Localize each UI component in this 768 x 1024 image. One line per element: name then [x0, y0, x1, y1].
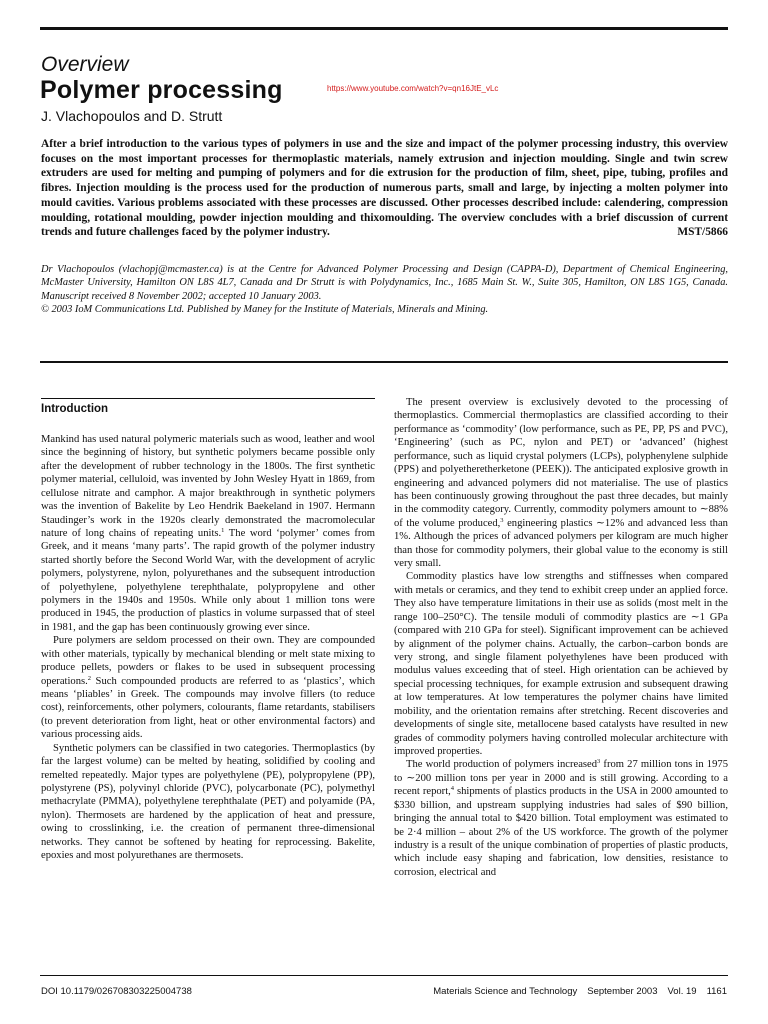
footer-journal: Materials Science and Technology: [433, 986, 578, 997]
paragraph: Mankind has used natural polymeric materials such as wood, leather and wool since the beginning of history, but synthetic polymers became possible only after the development of rubber technology in the 1800s. The first synthetic polymer material, celluloid, was invented by John Wesley Hyatt in 1869, from cellulose nitrate and camphor. A major breakthrough in synthetic polymers was the invention of Bakelite by Leo Hendrik Baekeland in 1907. Hermann Staudinger’s work in the 1920s clearly demonstrated the macromolecular nature of long chains of repeating units.$^1$ The word ‘polymer’ comes from Greek, and it means ‘many parts’. The rapid growth of the polymer industry started shortly before the Second World War, with the development of acrylic polymers, polystyrene, nylon, polyurethanes and the subsequent introduction of polyethylene, polyethylene terephthalate, polypropylene and other polymers in the 1940s and 1950s. While only about 1 million tons were produced in 1945, the production of plastics in volume surpassed that of steel in 1981, and the gap has been continuously growing ever since.: [41, 434, 375, 633]
manuscript-code: MST/5866: [677, 226, 728, 239]
footer-doi: DOI 10.1179/026708303225004738: [41, 986, 192, 997]
paragraph: Commodity plastics have low strengths and stiffnesses when compared with metals or ceramics, and they tend to exhibit creep under an applied force. They also have temperature limitations in their use as solids (most melt in the range 100–250°C). The tensile moduli of commodity plastics are ∼1 GPa (compared with 210 GPa for steel). Significant improvement can be achieved by alignment of the polymer chains. Actually, the carbon–carbon bonds are very strong, and single filament polyethylenes have been produced with modulus values exceeding that of steel. High orientation can be achieved by special processing techniques, for example extrusion and subsequent drawing at low temperatures. At low temperatures the polymer chains have limited mobility, and the orientation remains after stretching. Recent discoveries and developments of single site, metallocene based catalysts have resulted in new grades of commodity polymers having controlled molecular architecture with improved properties.: [394, 571, 728, 757]
paragraph: The world production of polymers increased$^3$ from 27 million tons in 1975 to ∼200 million tons per year in 2000 and is still growing. According to a recent report,$^4$ shipments of plastics products in the USA in 2000 amounted to $330 billion, and upstream supplying industries had sales of $90 billion, bringing the annual total to $420 billion. Total employment was estimated to be 2·4 million – about 2% of the US workforce. The growth of the polymer industry is a result of the unique combination of properties of plastic products, which include easy shaping and fabrication, low densities, resistance to corrosion, electrical and: [394, 758, 728, 878]
article-authors: J. Vlachopoulos and D. Strutt: [41, 108, 223, 124]
left-column: [41, 433, 375, 863]
affiliation-text: Dr Vlachopoulos (vlachopj@mcmaster.ca) is at the Centre for Advanced Polymer Processing and Design (CAPPA-D), Department of Chemical Engineering, McMaster University, Hamilton ON L8S 4L7, Canada and Dr Strutt is with Polydynamics, Inc., 1685 Main St. W., Suite 305, Hamilton, ON L8S 1G5, Canada. Manuscript received 8 November 2002; accepted 10 January 2003.: [41, 264, 728, 302]
article-title: Polymer processing: [40, 76, 283, 104]
video-link[interactable]: https://www.youtube.com/watch?v=qn16JtE_vLc: [327, 84, 499, 93]
copyright-line: © 2003 IoM Communications Ltd. Published by Maney for the Institute of Materials, Minerals and Mining.: [41, 304, 489, 316]
paragraph: The present overview is exclusively devoted to the processing of thermoplastics. Commercial thermoplastics are classified according to their performance as ‘commodity’ (low performance, such as PE, PP, PS and PVC), ‘Engineering’ (such as PC, nylon and PET) or ‘advanced’ (highest performance, such as liquid crystal polymers (LCPs), polyphenylene sulphide (PPS) and polyetheretherketone (PEEK)). The anticipated explosive growth in engineering and advanced polymers did not materialise. The use of plastics has been continuously growing throughout the past three decades, but mainly in the commodity category. Currently, commodity polymers amount to ∼88% of the volume produced,$^3$ engineering plastics ∼12% and advanced less than 1%. Although the prices of advanced polymers per kilogram are much higher than those for commodity polymers, their global value to the economy is still very small.: [394, 397, 728, 570]
article-type-label: Overview: [41, 53, 129, 76]
citation-ref[interactable]: 4: [450, 785, 455, 793]
citation-ref[interactable]: 3: [597, 758, 601, 766]
affiliation-block: [41, 263, 728, 317]
abstract-text: After a brief introduction to the various types of polymers in use and the size and impact of the polymer processing industry, this overview focuses on the most important processes for thermoplastic materials, namely extrusion and injection moulding. Single and twin screw extruders are used for melting and pumping of polymers and for die extrusion for the production of film, sheet, pipe, tubing, profiles and fibres. Injection moulding is the process used for the production of numerous parts, small and large, by injecting a molten polymer into mould cavities. Various problems associated with these processes are discussed. Other processes described include: calendering, compression moulding, rotational moulding, powder injection moulding and thixomoulding. The overview concludes with a brief discussion of current trends and future challenges faced by the polymer industry.: [41, 138, 728, 239]
citation-ref[interactable]: 1: [221, 526, 225, 534]
footer-rule: [40, 975, 728, 976]
section-divider: [40, 361, 728, 363]
paragraph: Pure polymers are seldom processed on their own. They are compounded with other materials, typically by mechanical blending or melt state mixing to produce pellets, powders or flakes to be used in subsequent processing operations.$^2$ Such compounded products are referred to as ‘plastics’, which means ‘pliables’ in Greek. The compounds may involve fillers (to reduce cost), reinforcements, other polymers, colourants, flame retardants, stabilisers (to prevent deterioration from light, heat or other environmental factors) and various processing aids.: [41, 635, 375, 741]
footer-volume: Vol. 19: [667, 986, 697, 997]
page-number: 1161: [706, 986, 727, 997]
top-rule: [40, 27, 728, 30]
footer-date: September 2003: [587, 986, 658, 997]
citation-ref[interactable]: 3: [500, 516, 504, 524]
abstract: [41, 137, 728, 240]
citation-ref[interactable]: 2: [87, 674, 92, 682]
right-column: [394, 396, 728, 879]
paragraph: Synthetic polymers can be classified in two categories. Thermoplastics (by far the largest volume) can be melted by heating, solidified by cooling and remelted repeatedly. Major types are polyethylene (PE), polypropylene (PP), polystyrene (PS), polyvinyl chloride (PVC), polycarbonate (PC), polymethyl methacrylate (PMMA), polyethylene terephthalate (PET) and polyamide (PA, nylon). Thermosets are hardened by the application of heat and pressure, owing to crosslinking, i.e. the creation of permanent three-dimensional networks. They cannot be softened by heating for reprocessing. Bakelite, epoxies and most polyurethanes are thermosets.: [41, 742, 375, 862]
section-heading: Introduction: [41, 403, 109, 415]
section-head-rule: [41, 398, 375, 399]
footer-citation: [423, 986, 727, 998]
